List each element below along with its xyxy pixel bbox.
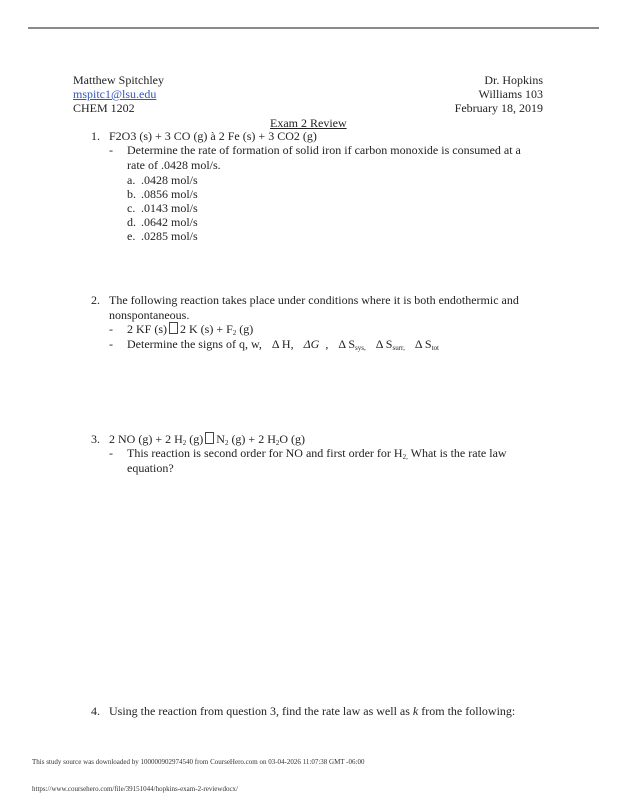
q3-bullet: - This reaction is second order for NO and first order for $H_{2,}$ What is the rate law xyxy=(109,446,507,461)
bullet-dash: - xyxy=(109,143,113,157)
room: Williams 103 xyxy=(478,87,543,101)
missing-arrow-glyph-icon xyxy=(205,432,214,444)
q3-bullet-cont: equation? xyxy=(127,461,174,475)
date: February 18, 2019 xyxy=(454,101,543,115)
q2-reaction: - 2 KF (s) 2 K $(s) + F_2$ (g) xyxy=(109,322,254,337)
email-link[interactable]: mspitc1@lsu.edu xyxy=(73,87,157,101)
option-e: e. .0285 mol/s xyxy=(127,229,198,243)
q2-cont: nonspontaneous. xyxy=(109,308,190,322)
question-2: 2. The following reaction takes place under conditions where it is both endothermic and xyxy=(91,293,519,307)
question-text: F2O3 (s) + 3 CO (g) à 2 Fe (s) + 3 CO2 (g) xyxy=(109,129,317,143)
top-rule xyxy=(28,27,599,29)
option-d: d. .0642 mol/s xyxy=(127,215,198,229)
missing-arrow-glyph-icon xyxy=(169,322,178,334)
question-number: 1. xyxy=(91,129,100,143)
student-name: Matthew Spitchley xyxy=(73,73,164,87)
download-notice: This study source was downloaded by 100000902974540 from CourseHero.com on 03-04-2026 11:07:38 GMT -06:00 xyxy=(32,758,365,766)
source-url[interactable]: https://www.coursehero.com/file/39151044/hopkins-exam-2-reviewdocx/ xyxy=(32,785,238,793)
q1-bullet-cont: rate of .0428 mol/s. xyxy=(127,158,221,172)
q1-bullet: - Determine the rate of formation of solid iron if carbon monoxide is consumed at a xyxy=(109,143,521,157)
instructor: Dr. Hopkins xyxy=(484,73,543,87)
question-3: 3. 2 NO (g) + 2 $H_2$ (g) $N_2$ (g) + 2 $H_2O$ (g) xyxy=(91,432,306,447)
question-1 xyxy=(91,129,317,143)
option-c: c. .0143 mol/s xyxy=(127,201,198,215)
q2-signs: - Determine the signs of q, w, Δ H, ΔG , Δ $S_{sys,}$ Δ $S_{surr,}$ Δ $S_{tot}$ xyxy=(109,337,439,352)
option-a: a. .0428 mol/s xyxy=(127,173,198,187)
page-title: Exam 2 Review xyxy=(270,116,347,130)
course-code: CHEM 1202 xyxy=(73,101,135,115)
question-4: 4. Using the reaction from question 3, find the rate law as well as k from the following: xyxy=(91,704,516,718)
option-b: b. .0856 mol/s xyxy=(127,187,198,201)
